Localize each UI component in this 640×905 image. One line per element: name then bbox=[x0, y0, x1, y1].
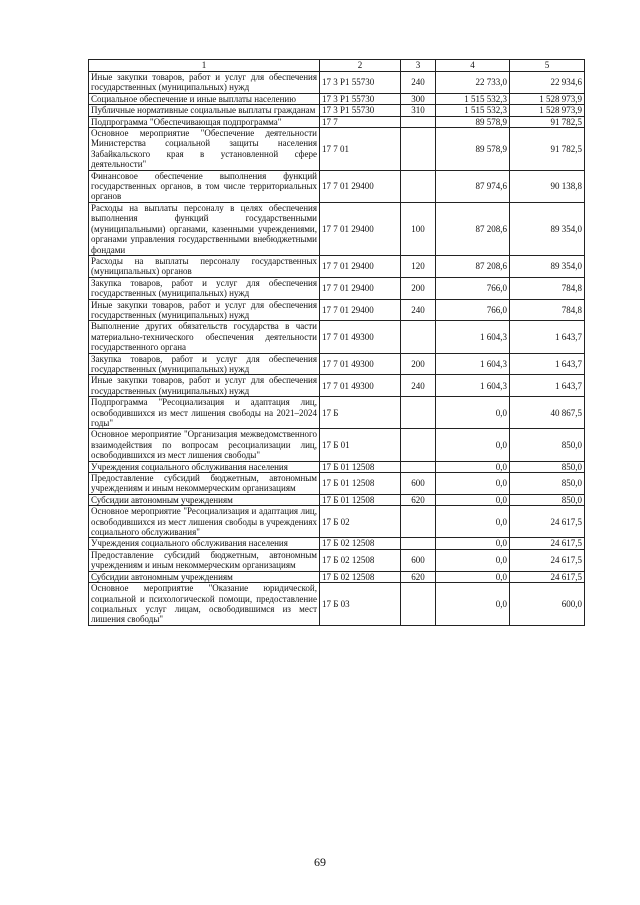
table-row bbox=[89, 353, 585, 375]
cell-item-name: Социальное обеспечение и иные выплаты населению bbox=[89, 93, 320, 104]
cell-expense-type: 240 bbox=[401, 375, 436, 397]
cell-expense-type bbox=[401, 538, 436, 549]
cell-expense-type bbox=[401, 583, 436, 626]
cell-target-code: 17 Б 02 12508 bbox=[320, 571, 401, 582]
cell-target-code: 17 7 01 49300 bbox=[320, 353, 401, 375]
cell-expense-type bbox=[401, 506, 436, 538]
cell-amount-year-1: 89 578,9 bbox=[436, 116, 510, 127]
cell-amount-year-1: 1 604,3 bbox=[436, 353, 510, 375]
cell-amount-year-1: 87 974,6 bbox=[436, 170, 510, 202]
cell-amount-year-2: 1 528 973,9 bbox=[510, 105, 585, 116]
cell-item-name: Субсидии автономным учреждениям bbox=[89, 571, 320, 582]
cell-expense-type: 620 bbox=[401, 571, 436, 582]
cell-target-code: 17 Б bbox=[320, 397, 401, 429]
cell-item-name: Подпрограмма "Ресоциализация и адаптация лиц, освободившихся из мест лишения свободы на 2021–2024 годы" bbox=[89, 397, 320, 429]
cell-amount-year-2: 90 138,8 bbox=[510, 170, 585, 202]
table-row bbox=[89, 375, 585, 397]
cell-target-code: 17 Б 01 12508 bbox=[320, 494, 401, 505]
cell-amount-year-1: 766,0 bbox=[436, 277, 510, 299]
cell-expense-type: 240 bbox=[401, 72, 436, 94]
cell-expense-type bbox=[401, 128, 436, 171]
cell-amount-year-2: 24 617,5 bbox=[510, 538, 585, 549]
table-row bbox=[89, 128, 585, 171]
cell-expense-type bbox=[401, 429, 436, 461]
cell-expense-type bbox=[401, 170, 436, 202]
table-row bbox=[89, 299, 585, 321]
cell-target-code: 17 Б 02 12508 bbox=[320, 538, 401, 549]
cell-amount-year-2: 784,8 bbox=[510, 277, 585, 299]
cell-item-name: Подпрограмма "Обеспечивающая подпрограмма" bbox=[89, 116, 320, 127]
table-row bbox=[89, 494, 585, 505]
cell-amount-year-2: 850,0 bbox=[510, 494, 585, 505]
cell-expense-type: 600 bbox=[401, 549, 436, 571]
table-row bbox=[89, 321, 585, 353]
cell-target-code: 17 7 01 29400 bbox=[320, 299, 401, 321]
cell-expense-type: 200 bbox=[401, 353, 436, 375]
header-cell: 2 bbox=[320, 60, 401, 72]
cell-amount-year-2: 600,0 bbox=[510, 583, 585, 626]
table-row bbox=[89, 473, 585, 495]
cell-expense-type: 600 bbox=[401, 473, 436, 495]
cell-target-code: 17 Б 03 bbox=[320, 583, 401, 626]
cell-amount-year-1: 0,0 bbox=[436, 571, 510, 582]
budget-table bbox=[88, 59, 585, 626]
cell-item-name: Публичные нормативные социальные выплаты гражданам bbox=[89, 105, 320, 116]
cell-target-code: 17 7 01 bbox=[320, 128, 401, 171]
cell-amount-year-2: 24 617,5 bbox=[510, 506, 585, 538]
cell-amount-year-2: 1 643,7 bbox=[510, 321, 585, 353]
cell-amount-year-1: 0,0 bbox=[436, 473, 510, 495]
cell-amount-year-2: 24 617,5 bbox=[510, 549, 585, 571]
table-row bbox=[89, 506, 585, 538]
cell-expense-type: 300 bbox=[401, 93, 436, 104]
cell-amount-year-2: 1 528 973,9 bbox=[510, 93, 585, 104]
cell-amount-year-1: 1 604,3 bbox=[436, 321, 510, 353]
table-row bbox=[89, 461, 585, 472]
table-row bbox=[89, 277, 585, 299]
cell-item-name: Основное мероприятие "Оказание юридической, социальной и психологической помощи, предоставление социальных услуг лицам, освободившимся из мест лишения свободы" bbox=[89, 583, 320, 626]
table-row bbox=[89, 116, 585, 127]
cell-item-name: Субсидии автономным учреждениям bbox=[89, 494, 320, 505]
cell-target-code: 17 7 01 49300 bbox=[320, 375, 401, 397]
cell-amount-year-1: 87 208,6 bbox=[436, 202, 510, 255]
table-row bbox=[89, 583, 585, 626]
table-header-row bbox=[89, 60, 585, 72]
cell-item-name: Закупка товаров, работ и услуг для обеспечения государственных (муниципальных) нужд bbox=[89, 277, 320, 299]
cell-amount-year-2: 22 934,6 bbox=[510, 72, 585, 94]
cell-amount-year-2: 89 354,0 bbox=[510, 202, 585, 255]
table-row bbox=[89, 397, 585, 429]
cell-amount-year-2: 850,0 bbox=[510, 473, 585, 495]
cell-item-name: Иные закупки товаров, работ и услуг для обеспечения государственных (муниципальных) нужд bbox=[89, 299, 320, 321]
cell-amount-year-1: 0,0 bbox=[436, 494, 510, 505]
cell-target-code: 17 Б 01 12508 bbox=[320, 473, 401, 495]
table-row bbox=[89, 538, 585, 549]
budget-table-body bbox=[89, 60, 585, 626]
cell-amount-year-2: 40 867,5 bbox=[510, 397, 585, 429]
table-row bbox=[89, 429, 585, 461]
cell-amount-year-1: 0,0 bbox=[436, 583, 510, 626]
cell-target-code: 17 Б 02 bbox=[320, 506, 401, 538]
cell-amount-year-2: 24 617,5 bbox=[510, 571, 585, 582]
cell-target-code: 17 Б 01 12508 bbox=[320, 461, 401, 472]
table-row bbox=[89, 549, 585, 571]
cell-amount-year-1: 1 515 532,3 bbox=[436, 93, 510, 104]
cell-amount-year-1: 1 604,3 bbox=[436, 375, 510, 397]
cell-item-name: Учреждения социального обслуживания населения bbox=[89, 538, 320, 549]
cell-expense-type: 120 bbox=[401, 255, 436, 277]
cell-item-name: Выполнение других обязательств государства в части материально-технического обеспечения деятельности государственного органа bbox=[89, 321, 320, 353]
cell-amount-year-2: 850,0 bbox=[510, 461, 585, 472]
cell-item-name: Иные закупки товаров, работ и услуг для обеспечения государственных (муниципальных) нужд bbox=[89, 375, 320, 397]
cell-item-name: Основное мероприятие "Организация межведомственного взаимодействия по вопросам ресоциализации лиц, освободившихся из мест лишения свободы" bbox=[89, 429, 320, 461]
table-row bbox=[89, 105, 585, 116]
cell-amount-year-2: 89 354,0 bbox=[510, 255, 585, 277]
header-cell: 5 bbox=[510, 60, 585, 72]
cell-target-code: 17 7 01 29400 bbox=[320, 202, 401, 255]
budget-table-container bbox=[88, 59, 584, 626]
cell-target-code: 17 3 P1 55730 bbox=[320, 105, 401, 116]
cell-target-code: 17 7 01 29400 bbox=[320, 277, 401, 299]
cell-expense-type bbox=[401, 461, 436, 472]
cell-amount-year-2: 1 643,7 bbox=[510, 375, 585, 397]
cell-amount-year-1: 0,0 bbox=[436, 397, 510, 429]
cell-amount-year-1: 89 578,9 bbox=[436, 128, 510, 171]
cell-amount-year-1: 0,0 bbox=[436, 461, 510, 472]
cell-target-code: 17 3 P1 55730 bbox=[320, 72, 401, 94]
header-cell: 1 bbox=[89, 60, 320, 72]
cell-item-name: Закупка товаров, работ и услуг для обеспечения государственных (муниципальных) нужд bbox=[89, 353, 320, 375]
header-cell: 4 bbox=[436, 60, 510, 72]
cell-amount-year-2: 91 782,5 bbox=[510, 116, 585, 127]
cell-expense-type: 310 bbox=[401, 105, 436, 116]
cell-expense-type bbox=[401, 397, 436, 429]
cell-target-code: 17 3 P1 55730 bbox=[320, 93, 401, 104]
cell-item-name: Основное мероприятие "Обеспечение деятельности Министерства социальной защиты населения Забайкальского края в установленной сфере деятельности" bbox=[89, 128, 320, 171]
cell-target-code: 17 7 01 29400 bbox=[320, 255, 401, 277]
cell-amount-year-1: 0,0 bbox=[436, 506, 510, 538]
table-row bbox=[89, 72, 585, 94]
cell-item-name: Финансовое обеспечение выполнения функций государственных органов, в том числе территориальных органов bbox=[89, 170, 320, 202]
cell-expense-type: 200 bbox=[401, 277, 436, 299]
cell-target-code: 17 Б 02 12508 bbox=[320, 549, 401, 571]
cell-expense-type: 620 bbox=[401, 494, 436, 505]
cell-amount-year-1: 766,0 bbox=[436, 299, 510, 321]
cell-expense-type bbox=[401, 116, 436, 127]
cell-expense-type: 100 bbox=[401, 202, 436, 255]
cell-target-code: 17 7 01 49300 bbox=[320, 321, 401, 353]
cell-item-name: Основное мероприятие "Ресоциализация и адаптация лиц, освободившихся из мест лишения свободы в учреждениях социального обслуживания" bbox=[89, 506, 320, 538]
header-cell: 3 bbox=[401, 60, 436, 72]
cell-amount-year-2: 1 643,7 bbox=[510, 353, 585, 375]
cell-amount-year-2: 850,0 bbox=[510, 429, 585, 461]
cell-expense-type bbox=[401, 321, 436, 353]
cell-expense-type: 240 bbox=[401, 299, 436, 321]
cell-amount-year-1: 0,0 bbox=[436, 429, 510, 461]
cell-amount-year-2: 91 782,5 bbox=[510, 128, 585, 171]
table-row bbox=[89, 202, 585, 255]
cell-item-name: Предоставление субсидий бюджетным, автономным учреждениям и иным некоммерческим организациям bbox=[89, 549, 320, 571]
table-row bbox=[89, 93, 585, 104]
cell-amount-year-2: 784,8 bbox=[510, 299, 585, 321]
cell-target-code: 17 7 bbox=[320, 116, 401, 127]
cell-amount-year-1: 0,0 bbox=[436, 549, 510, 571]
table-row bbox=[89, 571, 585, 582]
table-row bbox=[89, 170, 585, 202]
cell-amount-year-1: 0,0 bbox=[436, 538, 510, 549]
table-row bbox=[89, 255, 585, 277]
cell-target-code: 17 Б 01 bbox=[320, 429, 401, 461]
cell-item-name: Предоставление субсидий бюджетным, автономным учреждениям и иным некоммерческим организациям bbox=[89, 473, 320, 495]
cell-amount-year-1: 22 733,0 bbox=[436, 72, 510, 94]
cell-target-code: 17 7 01 29400 bbox=[320, 170, 401, 202]
page-number: 69 bbox=[314, 855, 326, 869]
cell-amount-year-1: 1 515 532,3 bbox=[436, 105, 510, 116]
cell-item-name: Расходы на выплаты персоналу в целях обеспечения выполнения функций государственными (муниципальными) органами, казенными учреждениями, органами управления государственными внебюджетными фондами bbox=[89, 202, 320, 255]
cell-item-name: Иные закупки товаров, работ и услуг для обеспечения государственных (муниципальных) нужд bbox=[89, 72, 320, 94]
cell-item-name: Расходы на выплаты персоналу государственных (муниципальных) органов bbox=[89, 255, 320, 277]
cell-item-name: Учреждения социального обслуживания населения bbox=[89, 461, 320, 472]
cell-amount-year-1: 87 208,6 bbox=[436, 255, 510, 277]
